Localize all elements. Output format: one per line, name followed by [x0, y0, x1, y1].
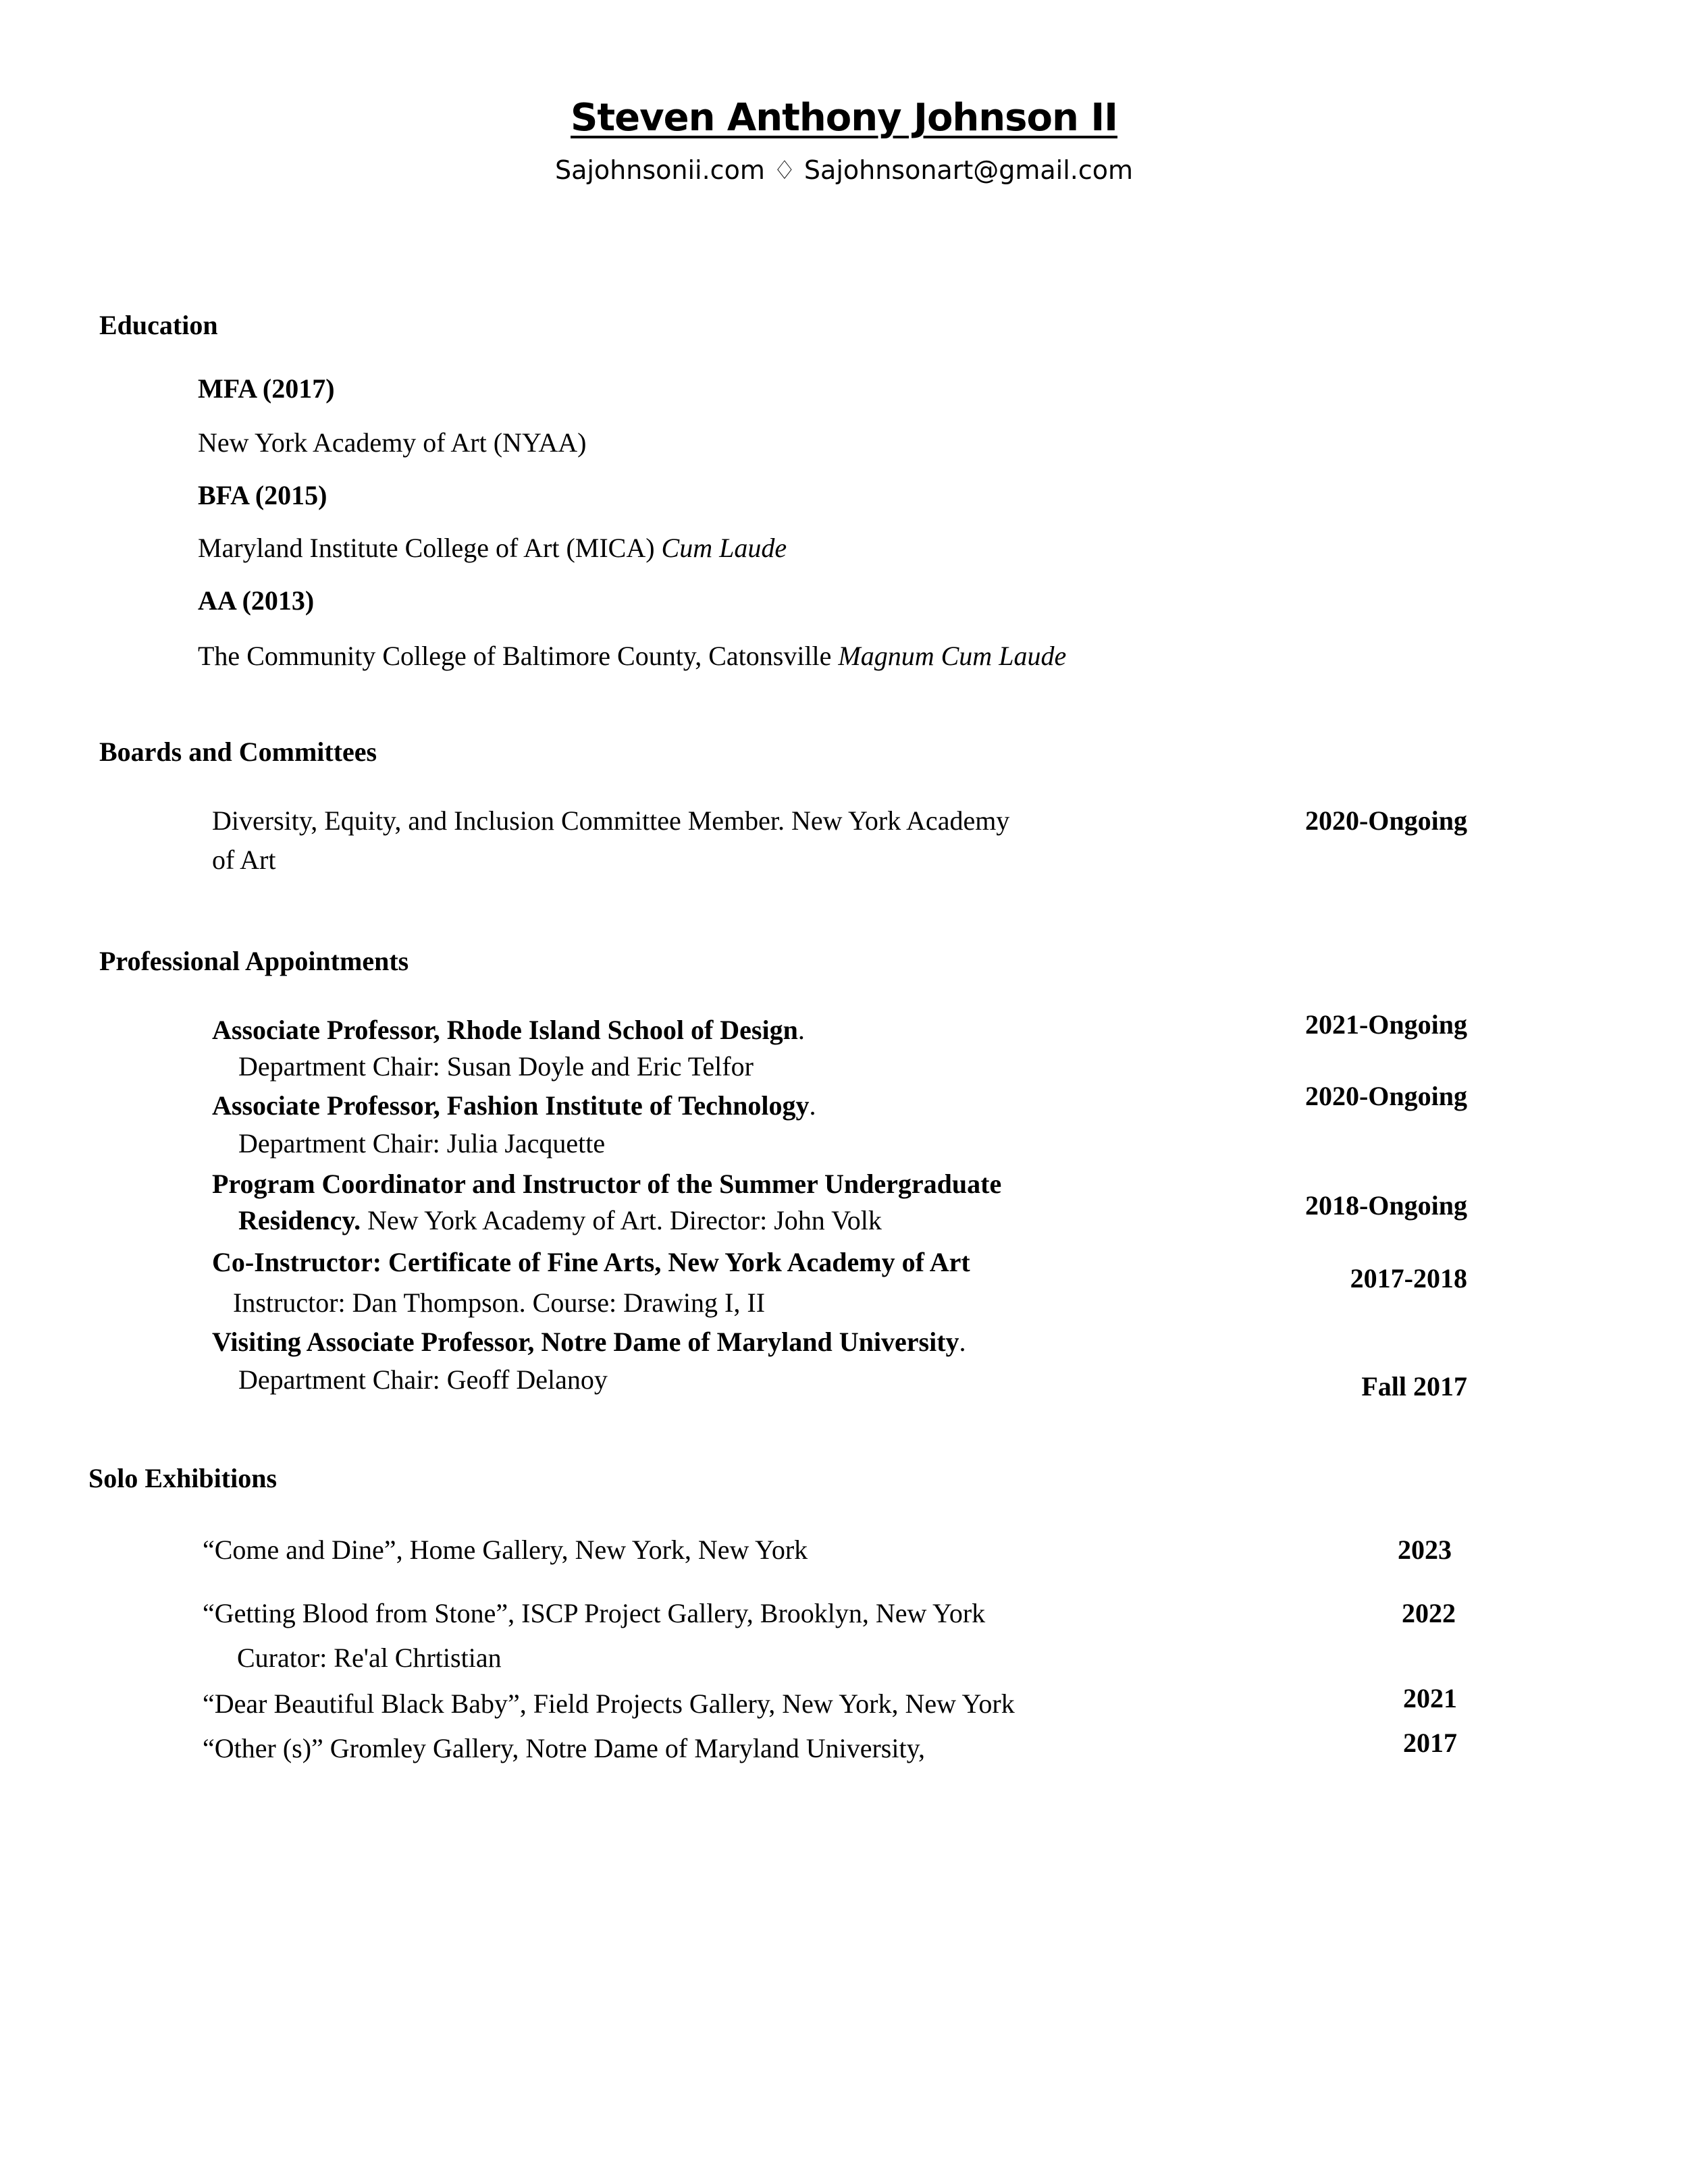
- section-heading-boards: Boards and Committees: [99, 737, 377, 767]
- appointment-detail: Department Chair: Susan Doyle and Eric Telfor: [238, 1051, 754, 1082]
- exhibition-entry: “Getting Blood from Stone”, ISCP Project Gallery, Brooklyn, New York: [203, 1598, 986, 1628]
- education-degree: AA (2013): [198, 585, 315, 616]
- email-link[interactable]: Sajohnsonart@gmail.com: [803, 155, 1134, 185]
- exhibition-entry: “Dear Beautiful Black Baby”, Field Projects Gallery, New York, New York: [203, 1688, 1015, 1719]
- board-entry-year: 2020-Ongoing: [1304, 805, 1467, 836]
- page-title: Steven Anthony Johnson II: [571, 96, 1117, 140]
- appointment-detail: Department Chair: Geoff Delanoy: [238, 1364, 608, 1395]
- exhibition-entry: “Come and Dine”, Home Gallery, New York, New York: [203, 1535, 808, 1565]
- education-degree: MFA (2017): [198, 373, 335, 404]
- exhibition-year: 2022: [1402, 1598, 1456, 1628]
- exhibition-entry: “Other (s)” Gromley Gallery, Notre Dame of Maryland University,: [203, 1733, 925, 1763]
- appointment-year: 2021-Ongoing: [1304, 1009, 1467, 1040]
- appointment-title: Associate Professor, Rhode Island School of Design.: [212, 1015, 805, 1045]
- section-heading-education: Education: [99, 310, 218, 340]
- education-school-line: [198, 532, 787, 564]
- appointment-title: Co-Instructor: Certificate of Fine Arts, New York Academy of Art: [212, 1247, 970, 1277]
- education-degree: BFA (2015): [198, 480, 327, 510]
- education-honor: Magnum Cum Laude: [838, 641, 1067, 671]
- appointment-year: 2020-Ongoing: [1304, 1081, 1467, 1111]
- appointment-detail: Department Chair: Julia Jacquette: [238, 1128, 606, 1158]
- appointment-detail: Instructor: Dan Thompson. Course: Drawing I, II: [233, 1287, 766, 1318]
- appointment-detail-line: Residency. New York Academy of Art. Director: John Volk: [238, 1205, 882, 1235]
- education-school-line: [198, 640, 1066, 672]
- education-school: The Community College of Baltimore County, Catonsville: [198, 641, 832, 671]
- board-entry-line: of Art: [212, 845, 276, 875]
- education-school: New York Academy of Art (NYAA): [198, 427, 587, 458]
- exhibition-detail: Curator: Re'al Chrtistian: [237, 1643, 502, 1673]
- board-entry-line: Diversity, Equity, and Inclusion Committee Member. New York Academy: [212, 805, 1010, 836]
- appointment-year: 2018-Ongoing: [1304, 1190, 1467, 1221]
- appointment-year: Fall 2017: [1361, 1371, 1467, 1402]
- section-heading-appointments: Professional Appointments: [99, 946, 409, 976]
- appointment-year: 2017-2018: [1350, 1263, 1467, 1294]
- appointment-title: Associate Professor, Fashion Institute of Technology.: [212, 1090, 816, 1121]
- website-link[interactable]: Sajohnsonii.com: [554, 155, 765, 185]
- diamond-separator-icon: ♢: [772, 155, 796, 185]
- contact-line: [0, 155, 1688, 185]
- education-honor: Cum Laude: [661, 533, 787, 563]
- appointment-title: Visiting Associate Professor, Notre Dame of Maryland University.: [212, 1327, 966, 1357]
- appointment-title: Program Coordinator and Instructor of the Summer Undergraduate: [212, 1169, 1002, 1199]
- section-heading-solo-exhibitions: Solo Exhibitions: [88, 1463, 278, 1493]
- exhibition-year: 2021: [1403, 1683, 1457, 1713]
- exhibition-year: 2023: [1398, 1535, 1452, 1565]
- exhibition-year: 2017: [1403, 1728, 1457, 1758]
- education-school: Maryland Institute College of Art (MICA): [198, 533, 655, 563]
